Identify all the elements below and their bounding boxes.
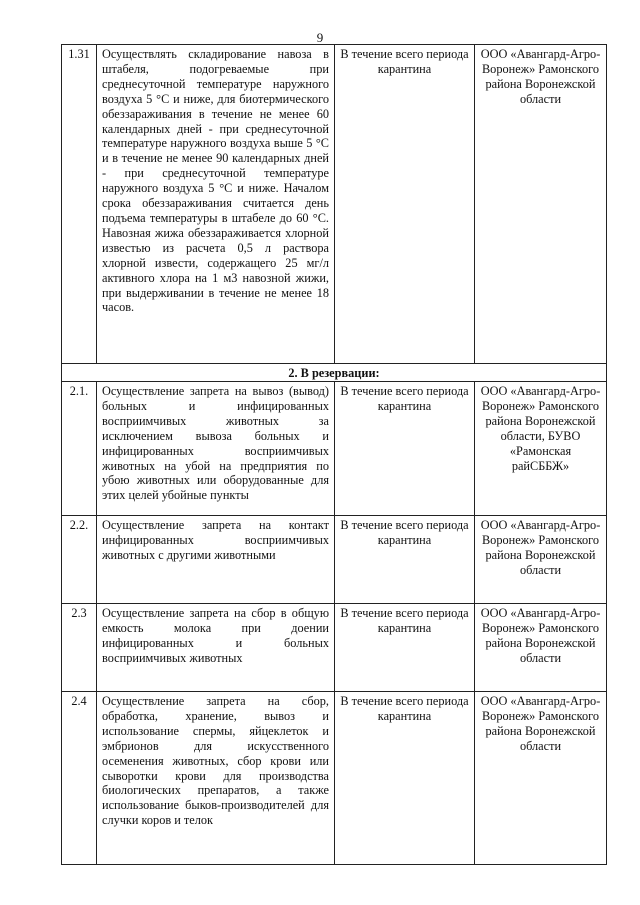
measure-description: Осуществление запрета на контакт инфицированных восприимчивых животных с другими животными [97, 516, 335, 604]
section-title: 2. В резервации: [62, 364, 607, 382]
measure-responsible: ООО «Авангард-Агро-Воронеж» Рамонского района Воронежской области [475, 516, 607, 604]
measure-description: Осуществлять складирование навоза в штабеля, подогреваемые при среднесуточной температуре наружного воздуха 5 °С и ниже, для биотермического обеззараживания в течение не менее 60 календарных дней - при среднесуточной температуре наружного воздуха выше 5 °С и в течение не менее 90 календарных дней - при среднесуточной температуре наружного воздуха 5 °С и ниже. Началом срока обеззараживания считается день подъема температуры в штабеле до 60 °С. Навозная жижа обеззараживается хлорной известью из расчета 0,5 л раствора хлорной извести, содержащего 25 мг/л активного хлора на 1 м3 навозной жижи, при выдерживании в течение не менее 18 часов. [97, 45, 335, 364]
row-number: 1.31 [62, 45, 97, 364]
row-number: 2.4 [62, 692, 97, 865]
table-row [62, 45, 607, 364]
section-header-row [62, 364, 607, 382]
measure-term: В течение всего периода карантина [335, 692, 475, 865]
measure-term: В течение всего периода карантина [335, 45, 475, 364]
measure-responsible: ООО «Авангард-Агро-Воронеж» Рамонского района Воронежской области [475, 692, 607, 865]
table-row [62, 604, 607, 692]
table-row [62, 516, 607, 604]
measure-description: Осуществление запрета на сбор в общую емкость молока при доении инфицированных и больных восприимчивых животных [97, 604, 335, 692]
measure-description: Осуществление запрета на сбор, обработка, хранение, вывоз и использование спермы, яйцеклеток и эмбрионов для искусственного осеменения животных, сбор крови или сыворотки крови для производства биологических препаратов, а также использование быков-производителей для случки коров и телок [97, 692, 335, 865]
measure-responsible: ООО «Авангард-Агро-Воронеж» Рамонского района Воронежской области, БУВО «Рамонская райСББЖ» [475, 382, 607, 516]
table-row [62, 382, 607, 516]
table-row [62, 692, 607, 865]
measures-table [61, 44, 607, 865]
measure-term: В течение всего периода карантина [335, 516, 475, 604]
measure-description: Осуществление запрета на вывоз (вывод) больных и инфицированных восприимчивых животных за исключением вывоза больных и инфицированных восприимчивых животных на убой на предприятия по убою животных или оборудованные для этих целей убойные пункты [97, 382, 335, 516]
row-number: 2.1. [62, 382, 97, 516]
page-number: 9 [316, 30, 324, 45]
measure-term: В течение всего периода карантина [335, 604, 475, 692]
measure-responsible: ООО «Авангард-Агро-Воронеж» Рамонского района Воронежской области [475, 45, 607, 364]
measure-term: В течение всего периода карантина [335, 382, 475, 516]
measure-responsible: ООО «Авангард-Агро-Воронеж» Рамонского района Воронежской области [475, 604, 607, 692]
row-number: 2.3 [62, 604, 97, 692]
row-number: 2.2. [62, 516, 97, 604]
